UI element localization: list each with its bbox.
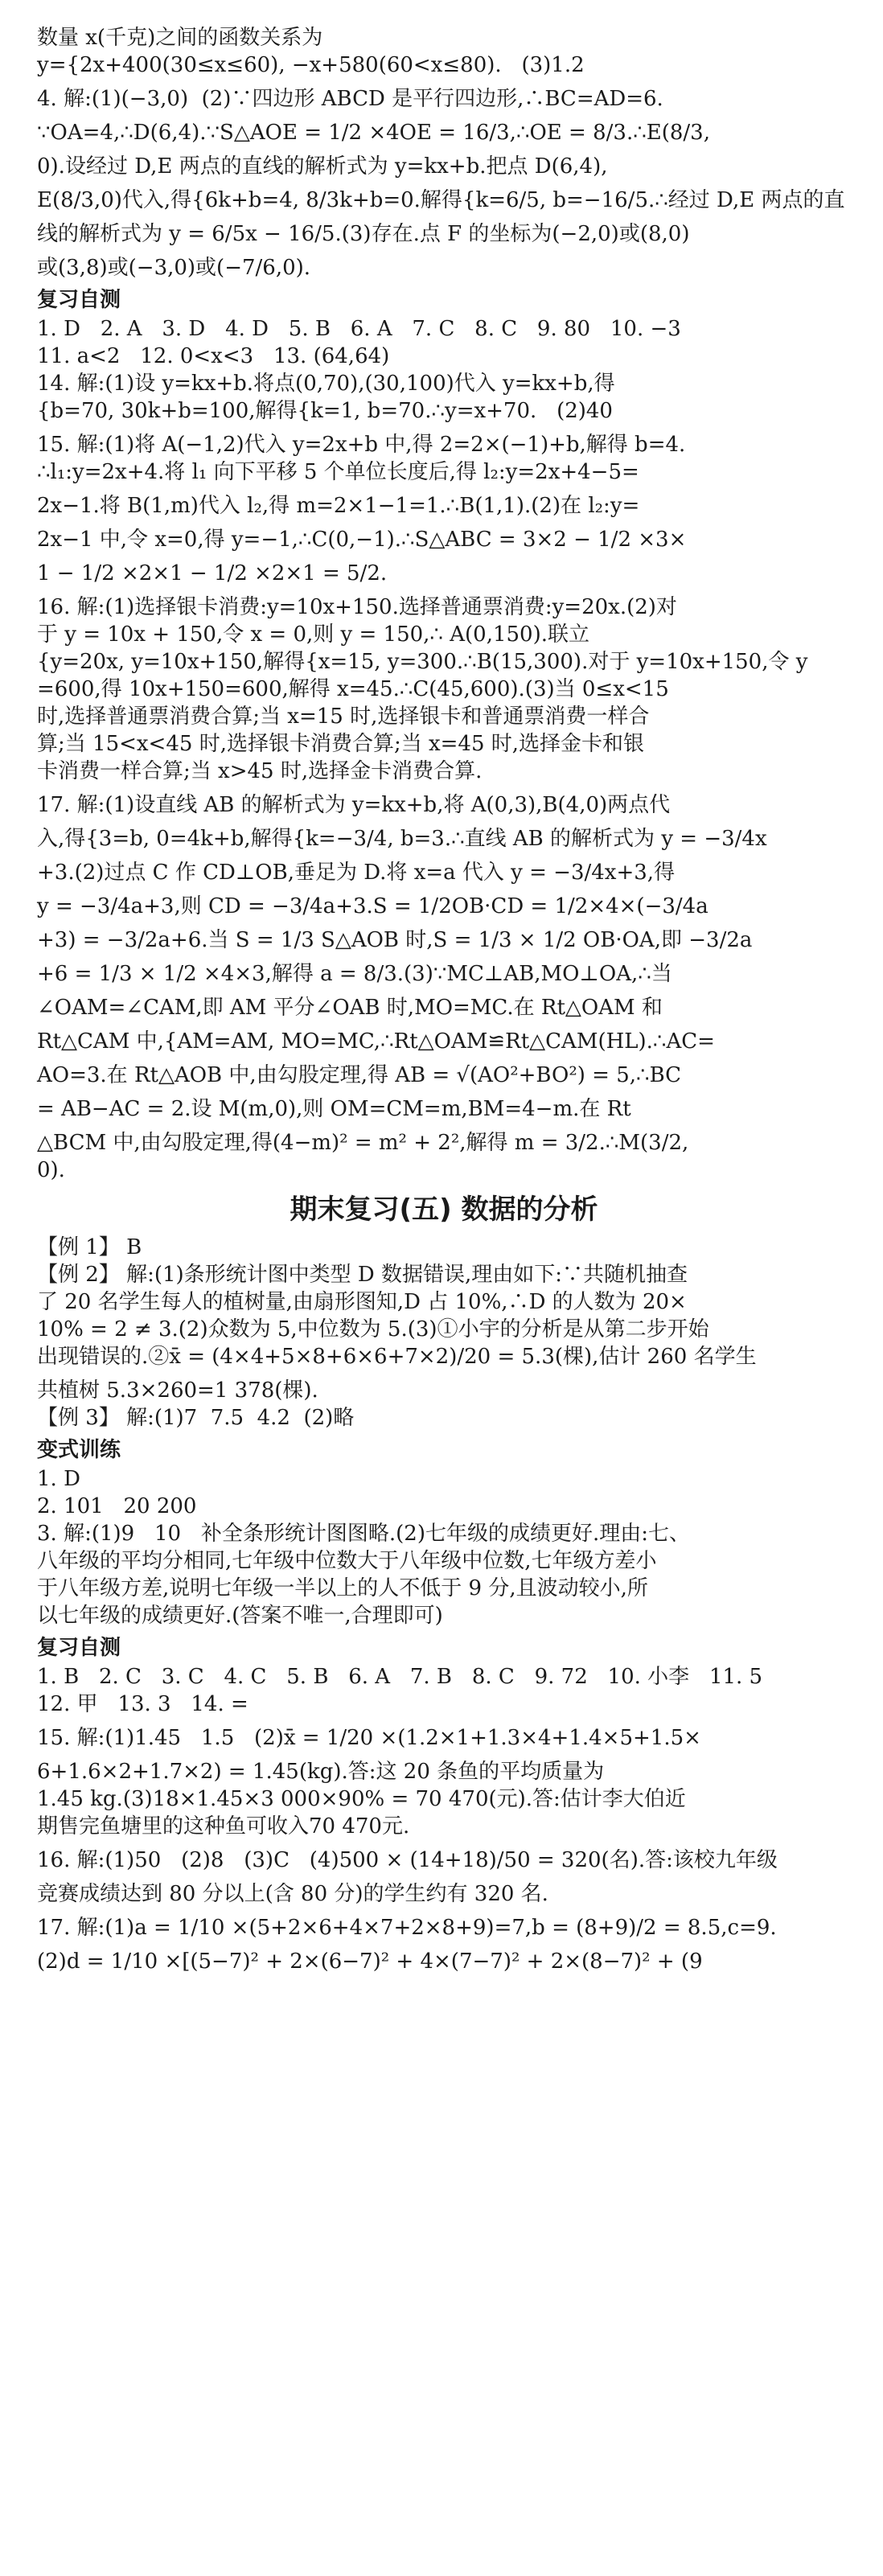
text-line: y = −3/4a+3,则 CD = −3/4a+3.S = 1/2OB·CD = 1/2×4×(−3/4a	[37, 894, 708, 918]
variant-block	[37, 1436, 851, 1629]
text-line: 1.45 kg.(3)18×1.45×3 000×90% = 70 470(元).答:估计李大伯近	[37, 1787, 686, 1811]
text-line: 共植树 5.3×260=1 378(棵).	[37, 1378, 318, 1403]
text-line: 3. 解:(1)9 10 补全条形统计图图略.(2)七年级的成绩更好.理由:七、	[37, 1522, 690, 1546]
text-line: =600,得 10x+150=600,解得 x=45.∴C(45,600).(3)当 0≤x<15	[37, 677, 669, 701]
text-line: 卡消费一样合算;当 x>45 时,选择金卡消费合算.	[37, 759, 483, 783]
text-line: ∵OA=4,∴D(6,4).∵S△AOE = 1/2 ×4OE = 16/3,∴OE = 8/3.∴E(8/3,	[37, 121, 710, 145]
text-line: {b=70, 30k+b=100,解得{k=1, b=70.∴y=x+70. (2)40	[37, 399, 613, 423]
text-line: 出现错误的.②x̄ = (4×4+5×8+6×6+7×2)/20 = 5.3(棵),估计 260 名学生	[37, 1345, 757, 1369]
text-line: {y=20x, y=10x+150,解得{x=15, y=300.∴B(15,300).对于 y=10x+150,令 y	[37, 650, 808, 674]
text-line: 【例 1】 B	[37, 1235, 142, 1259]
text-line: 于八年级方差,说明七年级一半以上的人不低于 9 分,且波动较小,所	[37, 1576, 648, 1600]
text-line: 4. 解:(1)(−3,0) (2)∵四边形 ABCD 是平行四边形,∴BC=AD=6.	[37, 87, 663, 111]
review-heading: 复习自测	[37, 288, 121, 312]
text-line: 了 20 名学生每人的植树量,由扇形图知,D 占 10%,∴D 的人数为 20×	[37, 1290, 687, 1314]
text-line: 2x−1.将 B(1,m)代入 l₂,得 m=2×1−1=1.∴B(1,1).(2)在 l₂:y=	[37, 494, 640, 518]
text-line: 16. 解:(1)选择银卡消费:y=10x+150.选择普通票消费:y=20x.(2)对	[37, 595, 677, 619]
text-line: 14. 解:(1)设 y=kx+b.将点(0,70),(30,100)代入 y=kx+b,得	[37, 372, 615, 396]
text-line: 竞赛成绩达到 80 分以上(含 80 分)的学生约有 320 名.	[37, 1882, 548, 1906]
text-line: 1 − 1/2 ×2×1 − 1/2 ×2×1 = 5/2.	[37, 561, 388, 585]
text-line: 15. 解:(1)1.45 1.5 (2)x̄ = 1/20 ×(1.2×1+1.3×4+1.4×5+1.5×	[37, 1726, 701, 1750]
review1-block	[37, 286, 851, 1184]
text-line: 1. D	[37, 1467, 80, 1491]
text-line: △BCM 中,由勾股定理,得(4−m)² = m² + 2²,解得 m = 3/2.∴M(3/2,	[37, 1131, 689, 1155]
text-line: 11. a<2 12. 0<x<3 13. (64,64)	[37, 344, 390, 368]
text-line: 0).设经过 D,E 两点的直线的解析式为 y=kx+b.把点 D(6,4),	[37, 154, 608, 179]
text-line: 于 y = 10x + 150,令 x = 0,则 y = 150,∴ A(0,150).联立	[37, 622, 589, 647]
review2-block	[37, 1634, 851, 1975]
text-line: 线的解析式为 y = 6/5x − 16/5.(3)存在.点 F 的坐标为(−2,0)或(8,0)	[37, 222, 690, 246]
text-line: 以七年级的成绩更好.(答案不唯一,合理即可)	[37, 1604, 443, 1628]
text-line: 17. 解:(1)设直线 AB 的解析式为 y=kx+b,将 A(0,3),B(4,0)两点代	[37, 793, 671, 817]
text-line: 期售完鱼塘里的这种鱼可收入70 470元.	[37, 1814, 410, 1839]
text-line: 16. 解:(1)50 (2)8 (3)C (4)500 × (14+18)/50 = 320(名).答:该校九年级	[37, 1848, 778, 1872]
section-title: 期末复习(五) 数据的分析	[290, 1194, 598, 1226]
variant-heading: 变式训练	[37, 1438, 121, 1462]
text-line: +3.(2)过点 C 作 CD⊥OB,垂足为 D.将 x=a 代入 y = −3/4x+3,得	[37, 861, 676, 885]
text-line: AO=3.在 Rt△AOB 中,由勾股定理,得 AB = √(AO²+BO²) = 5,∴BC	[37, 1063, 682, 1087]
text-line: 数量 x(千克)之间的函数关系为	[37, 26, 323, 50]
text-line: E(8/3,0)代入,得{6k+b=4, 8/3k+b=0.解得{k=6/5, b=−16/5.∴经过 D,E 两点的直	[37, 188, 845, 212]
text-line: +3) = −3/2a+6.当 S = 1/3 S△AOB 时,S = 1/3 × 1/2 OB·OA,即 −3/2a	[37, 928, 753, 952]
text-line: 1. B 2. C 3. C 4. C 5. B 6. A 7. B 8. C 9. 72 10. 小李 11. 5	[37, 1665, 763, 1689]
text-line: +6 = 1/3 × 1/2 ×4×3,解得 a = 8/3.(3)∵MC⊥AB,MO⊥OA,∴当	[37, 962, 672, 986]
text-line: 10% = 2 ≠ 3.(2)众数为 5,中位数为 5.(3)①小宇的分析是从第二步开始	[37, 1317, 709, 1341]
review-heading: 复习自测	[37, 1636, 121, 1660]
text-line: (2)d = 1/10 ×[(5−7)² + 2×(6−7)² + 4×(7−7)² + 2×(8−7)² + (9	[37, 1949, 703, 1974]
part1-block	[37, 24, 851, 281]
text-line: 17. 解:(1)a = 1/10 ×(5+2×6+4×7+2×8+9)=7,b = (8+9)/2 = 8.5,c=9.	[37, 1916, 777, 1940]
text-line: 算;当 15<x<45 时,选择银卡消费合算;当 x=45 时,选择金卡和银	[37, 732, 645, 756]
text-line: 0).	[37, 1158, 65, 1182]
text-line: 八年级的平均分相同,七年级中位数大于八年级中位数,七年级方差小	[37, 1549, 657, 1573]
text-line: 6+1.6×2+1.7×2) = 1.45(kg).答:这 20 条鱼的平均质量为	[37, 1760, 605, 1784]
text-line: 12. 甲 13. 3 14. =	[37, 1692, 248, 1716]
text-line: 2x−1 中,令 x=0,得 y=−1,∴C(0,−1).∴S△ABC = 3×2 − 1/2 ×3×	[37, 528, 687, 552]
text-line: 2. 101 20 200	[37, 1494, 197, 1518]
text-line: ∠OAM=∠CAM,即 AM 平分∠OAB 时,MO=MC.在 Rt△OAM 和	[37, 996, 663, 1020]
text-line: 【例 3】 解:(1)7 7.5 4.2 (2)略	[37, 1406, 355, 1430]
text-line: 1. D 2. A 3. D 4. D 5. B 6. A 7. C 8. C 9. 80 10. −3	[37, 317, 681, 341]
text-line: y={2x+400(30≤x≤60), −x+580(60<x≤80). (3)1.2	[37, 53, 585, 77]
text-line: = AB−AC = 2.设 M(m,0),则 OM=CM=m,BM=4−m.在 Rt	[37, 1097, 631, 1121]
text-line: 或(3,8)或(−3,0)或(−7/6,0).	[37, 256, 311, 280]
text-line: 15. 解:(1)将 A(−1,2)代入 y=2x+b 中,得 2=2×(−1)+b,解得 b=4.	[37, 433, 686, 457]
text-line: Rt△CAM 中,{AM=AM, MO=MC,∴Rt△OAM≌Rt△CAM(HL).∴AC=	[37, 1029, 715, 1054]
text-line: 时,选择普通票消费合算;当 x=15 时,选择银卡和普通票消费一样合	[37, 705, 650, 729]
text-line: 【例 2】 解:(1)条形统计图中类型 D 数据错误,理由如下:∵共随机抽查	[37, 1263, 688, 1287]
examples-block	[37, 1234, 851, 1432]
text-line: 入,得{3=b, 0=4k+b,解得{k=−3/4, b=3.∴直线 AB 的解析式为 y = −3/4x	[37, 827, 767, 851]
text-line: ∴l₁:y=2x+4.将 l₁ 向下平移 5 个单位长度后,得 l₂:y=2x+4−5=	[37, 460, 639, 484]
